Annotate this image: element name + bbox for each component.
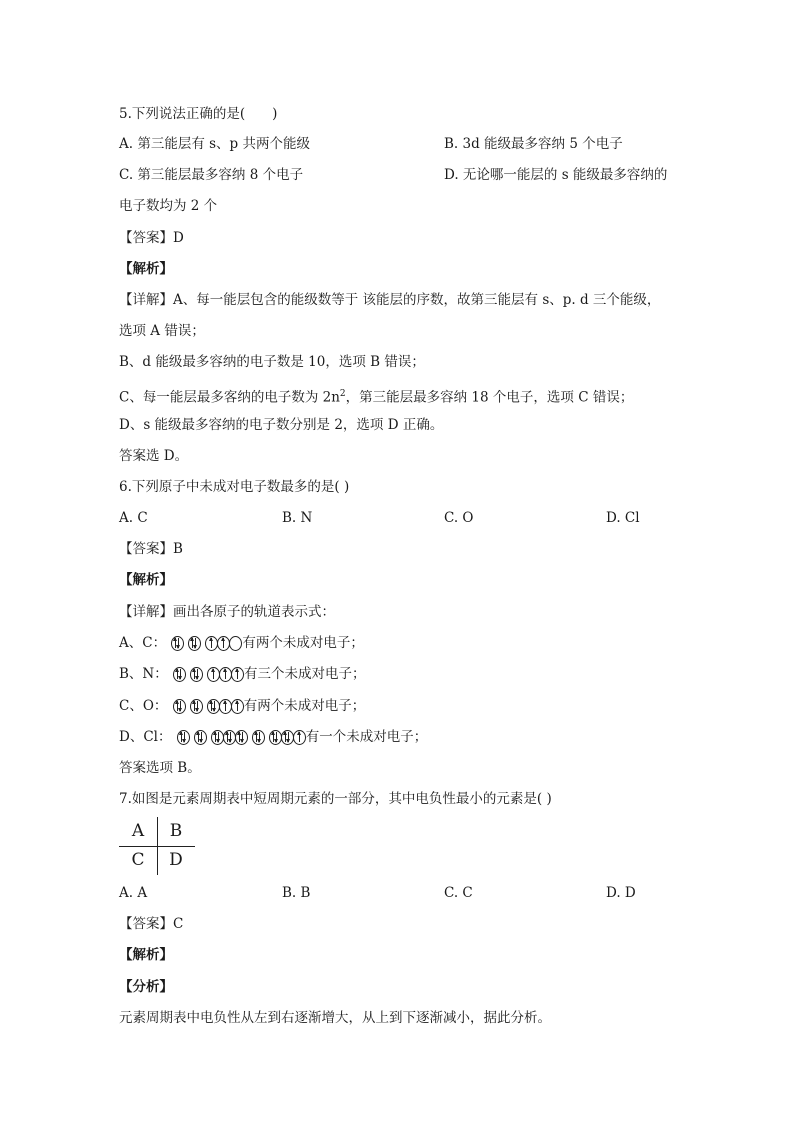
orbital-2p-icon xyxy=(235,730,248,745)
orbital-label-c: A、C： xyxy=(119,635,167,651)
q6-orbital-line-cl xyxy=(119,728,427,746)
q5-detail-3-pre: C、每一能层最多客纳的电子数为 2n xyxy=(119,389,340,406)
orbital-1s-icon xyxy=(177,730,190,745)
q6-option-b: B. N xyxy=(282,510,313,526)
orbital-2p-icon xyxy=(211,730,224,745)
orbital-2p-icon xyxy=(223,730,236,745)
q6-detail-0: 【详解】画出各原子的轨道表示式： xyxy=(119,604,335,620)
orbital-text-n: 有三个未成对电子； xyxy=(244,666,366,682)
table-vertical-divider xyxy=(157,817,158,875)
orbital-label-o: C、O： xyxy=(119,698,168,714)
orbital-2s-icon xyxy=(194,730,207,745)
q5-option-a: A. 第三能层有 s、p 共两个能级 xyxy=(119,136,310,152)
q6-orbital-line-c xyxy=(119,634,364,652)
q6-analysis-label: 【解析】 xyxy=(119,572,173,588)
q5-option-d-cont: 电子数均为 2 个 xyxy=(119,198,218,214)
q5-option-d: D. 无论哪一能层的 s 能级最多容纳的 xyxy=(444,167,668,183)
q5-detail-1b: 选项 A 错误； xyxy=(119,323,205,339)
q6-stem: 6.下列原子中未成对电子数最多的是( ) xyxy=(119,479,350,495)
periodic-table-fragment xyxy=(119,817,195,875)
q6-option-d: D. Cl xyxy=(606,510,640,526)
orbital-diagram-n xyxy=(173,667,243,682)
orbital-diagram-cl xyxy=(177,730,305,745)
orbital-text-cl: 有一个未成对电子； xyxy=(305,729,428,745)
orbital-3p-icon xyxy=(281,730,294,745)
orbital-text-c: 有两个未成对电子； xyxy=(242,635,364,651)
table-cell-d: D xyxy=(169,850,183,870)
orbital-1s-icon xyxy=(171,636,184,651)
q5-stem: 5.下列说法正确的是( ) xyxy=(119,106,278,122)
q6-orbital-line-o xyxy=(119,697,365,715)
q5-detail-3-sup: 2 xyxy=(339,389,346,399)
q7-answer: 【答案】C xyxy=(119,916,184,932)
q6-final: 答案选项 B。 xyxy=(119,760,201,776)
orbital-2s-icon xyxy=(190,667,203,682)
q5-detail-4: D、s 能级最多容纳的电子数分别是 2，选项 D 正确。 xyxy=(119,417,444,433)
orbital-label-n: B、N： xyxy=(119,666,168,682)
orbital-3p-icon xyxy=(293,730,306,745)
q7-fenxi-label: 【分析】 xyxy=(119,979,173,995)
q5-detail-1: 【详解】A、每一能层包含的能级数等于 该能层的序数，故第三能层有 s、p. d 三个能级， xyxy=(119,292,661,308)
orbital-2p-icon xyxy=(231,667,244,682)
q6-option-c: C. O xyxy=(444,510,474,526)
q6-option-a: A. C xyxy=(119,510,148,526)
q7-stem: 7.如图是元素周期表中短周期元素的一部分，其中电负性最小的元素是( ) xyxy=(119,791,552,807)
table-cell-c: C xyxy=(131,850,145,870)
orbital-text-o: 有两个未成对电子； xyxy=(243,698,366,714)
orbital-2s-icon xyxy=(188,636,201,651)
q6-orbital-line-n xyxy=(119,665,366,683)
q5-final: 答案选 D。 xyxy=(119,448,189,464)
orbital-2p-icon xyxy=(231,699,244,714)
q6-answer: 【答案】B xyxy=(119,541,183,557)
orbital-diagram-c xyxy=(171,636,241,651)
q7-option-b: B. B xyxy=(282,885,311,901)
orbital-2s-icon xyxy=(190,699,203,714)
q5-answer: 【答案】D xyxy=(119,230,184,246)
q5-detail-3 xyxy=(119,385,633,407)
orbital-label-cl: D、Cl： xyxy=(119,729,172,745)
q5-analysis-label: 【解析】 xyxy=(119,261,173,277)
q7-option-a: A. A xyxy=(119,885,148,901)
orbital-3s-icon xyxy=(252,730,265,745)
q5-option-c: C. 第三能层最多容纳 8 个电子 xyxy=(119,167,304,183)
table-cell-a: A xyxy=(131,821,145,841)
q7-option-d: D. D xyxy=(606,885,636,901)
orbital-1s-icon xyxy=(173,699,186,714)
orbital-3p-icon xyxy=(269,730,282,745)
orbital-2p-icon xyxy=(207,699,220,714)
q7-analysis-label: 【解析】 xyxy=(119,947,173,963)
q5-option-b: B. 3d 能级最多容纳 5 个电子 xyxy=(444,136,623,152)
q7-option-c: C. C xyxy=(444,885,473,901)
orbital-1s-icon xyxy=(173,667,186,682)
q5-detail-2: B、d 能级最多容纳的电子数是 10，选项 B 错误； xyxy=(119,354,425,370)
orbital-2p-icon xyxy=(229,636,242,651)
table-cell-b: B xyxy=(169,821,183,841)
orbital-diagram-o xyxy=(173,699,243,714)
orbital-2p-icon xyxy=(219,699,232,714)
q7-summary: 元素周期表中电负性从左到右逐渐增大，从上到下逐渐减小，据此分析。 xyxy=(119,1010,551,1026)
q5-detail-3-post: ，第三能层最多容纳 18 个电子，选项 C 错误； xyxy=(345,389,634,406)
